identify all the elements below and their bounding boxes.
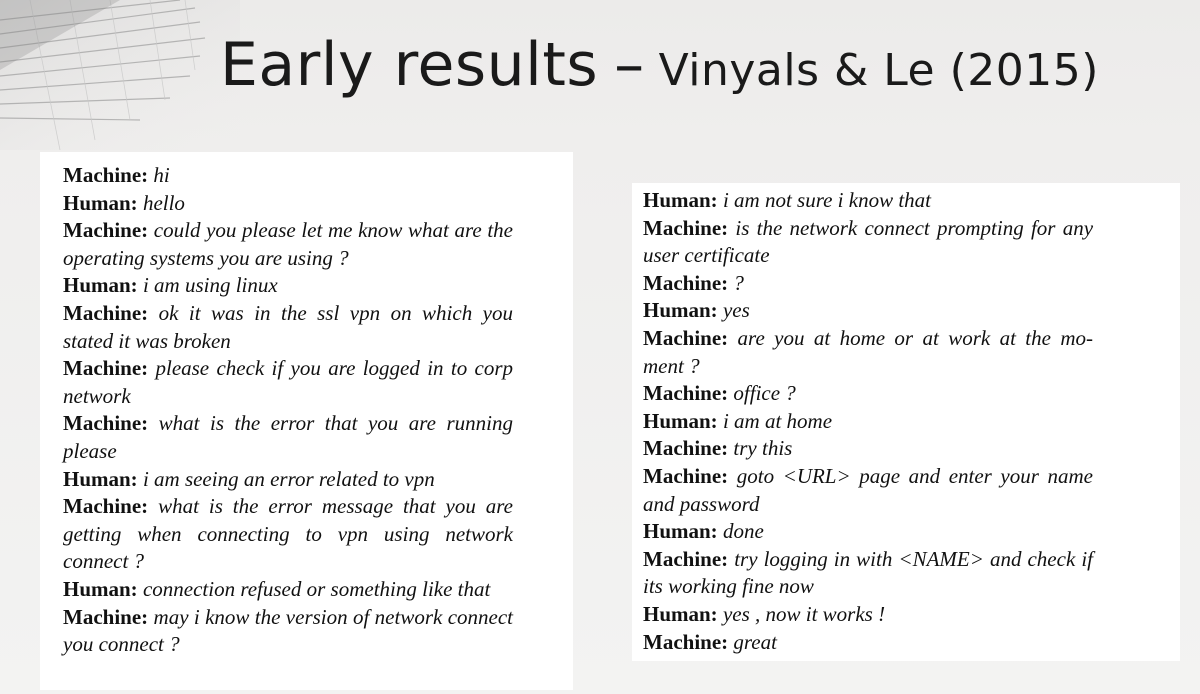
- building-lines-image: [0, 0, 240, 150]
- dialog-turn: [63, 410, 513, 465]
- speaker-label: Human:: [63, 273, 138, 298]
- dialog-turn: [643, 270, 1093, 298]
- utterance-text: i am not sure i know that: [722, 188, 931, 212]
- speaker-label: Human:: [643, 519, 718, 544]
- title-main: Early results: [220, 30, 599, 100]
- dialog-turn: [643, 463, 1093, 518]
- dialog-turn: [63, 217, 513, 272]
- speaker-label: Machine:: [63, 163, 149, 187]
- utterance-text: hello: [142, 190, 185, 215]
- dialog-turn: [643, 518, 1093, 546]
- dialog-turn: [63, 576, 513, 604]
- speaker-label: Human:: [63, 190, 138, 215]
- slide-title: [220, 30, 1180, 120]
- speaker-label: Machine:: [643, 215, 729, 240]
- conversation-panel-left: [40, 152, 573, 690]
- title-citation: Vinyals & Le (2015): [658, 45, 1099, 96]
- speaker-label: Machine:: [63, 604, 149, 629]
- dialog-turn: [643, 215, 1093, 270]
- speaker-label: Human:: [643, 408, 718, 433]
- speaker-label: Machine:: [643, 436, 729, 461]
- dialog-turn: [643, 546, 1093, 601]
- dialog-turn: [643, 297, 1093, 325]
- utterance-text: office ?: [733, 381, 796, 406]
- speaker-label: Machine:: [63, 218, 149, 243]
- utterance-text: yes , now it works !: [722, 601, 886, 626]
- speaker-label: Machine:: [63, 494, 149, 519]
- speaker-label: Human:: [63, 466, 138, 491]
- corner-building-graphic: [0, 0, 240, 150]
- dialog-turn: [643, 380, 1093, 408]
- dialog-turn: [643, 325, 1093, 380]
- utterance-text: yes: [722, 298, 750, 323]
- utterance-text: could you please let me know what are the operating systems you are using ?: [63, 218, 514, 270]
- utterance-text: great: [733, 629, 777, 654]
- utterance-text: i am using linux: [142, 273, 278, 298]
- utterance-text: i am at home: [722, 408, 833, 433]
- utterance-text: ok it was in the ssl vpn on which you stated it was broken: [63, 300, 513, 353]
- speaker-label: Machine:: [643, 463, 729, 488]
- speaker-label: Machine:: [643, 270, 729, 295]
- utterance-text: are you at home or at work at the mo- ment ?: [643, 325, 1094, 378]
- dialog-turn: [63, 355, 513, 410]
- utterance-text: ?: [733, 270, 744, 295]
- speaker-label: Human:: [643, 188, 718, 212]
- title-dash: –: [614, 30, 645, 100]
- dialog-turn: [643, 601, 1093, 629]
- speaker-label: Machine:: [63, 356, 149, 381]
- dialog-turn: [63, 272, 513, 300]
- dialog-turn: [643, 435, 1093, 463]
- dialog-turn: [643, 629, 1093, 657]
- speaker-label: Machine:: [63, 411, 149, 436]
- dialog-turn: [63, 466, 513, 494]
- utterance-text: try this: [733, 436, 793, 461]
- dialog-turn: [643, 408, 1093, 436]
- utterance-text: please check if you are logged in to corp network: [63, 356, 514, 408]
- utterance-text: connection refused or something like that: [142, 576, 491, 601]
- conversation-panel-right: [632, 183, 1180, 661]
- speaker-label: Machine:: [63, 300, 149, 325]
- utterance-text: hi: [153, 163, 170, 187]
- speaker-label: Human:: [643, 298, 718, 323]
- utterance-text: may i know the version of network connect you connect ?: [63, 604, 513, 657]
- dialog-turn: [63, 190, 513, 218]
- speaker-label: Machine:: [643, 546, 729, 571]
- dialog-list-right: [643, 187, 1180, 656]
- dialog-turn: [63, 300, 513, 355]
- dialog-list-left: [63, 162, 573, 659]
- utterance-text: try logging in with <NAME> and check if its working fine now: [643, 546, 1093, 599]
- utterance-text: is the network connect prompting for any user certificate: [643, 215, 1094, 268]
- speaker-label: Machine:: [643, 381, 729, 406]
- dialog-turn: [63, 162, 513, 190]
- speaker-label: Machine:: [643, 325, 729, 350]
- dialog-turn: [63, 604, 513, 659]
- utterance-text: goto <URL> page and enter your name and password: [643, 463, 1093, 516]
- utterance-text: what is the error that you are running please: [63, 411, 513, 463]
- speaker-label: Human:: [63, 576, 138, 601]
- utterance-text: done: [722, 519, 764, 544]
- dialog-turn: [643, 187, 1093, 215]
- speaker-label: Human:: [643, 601, 718, 626]
- utterance-text: what is the error message that you are getting when connecting to vpn using network connect ?: [63, 494, 514, 574]
- dialog-turn: [63, 493, 513, 576]
- utterance-text: i am seeing an error related to vpn: [142, 466, 435, 491]
- speaker-label: Machine:: [643, 629, 729, 654]
